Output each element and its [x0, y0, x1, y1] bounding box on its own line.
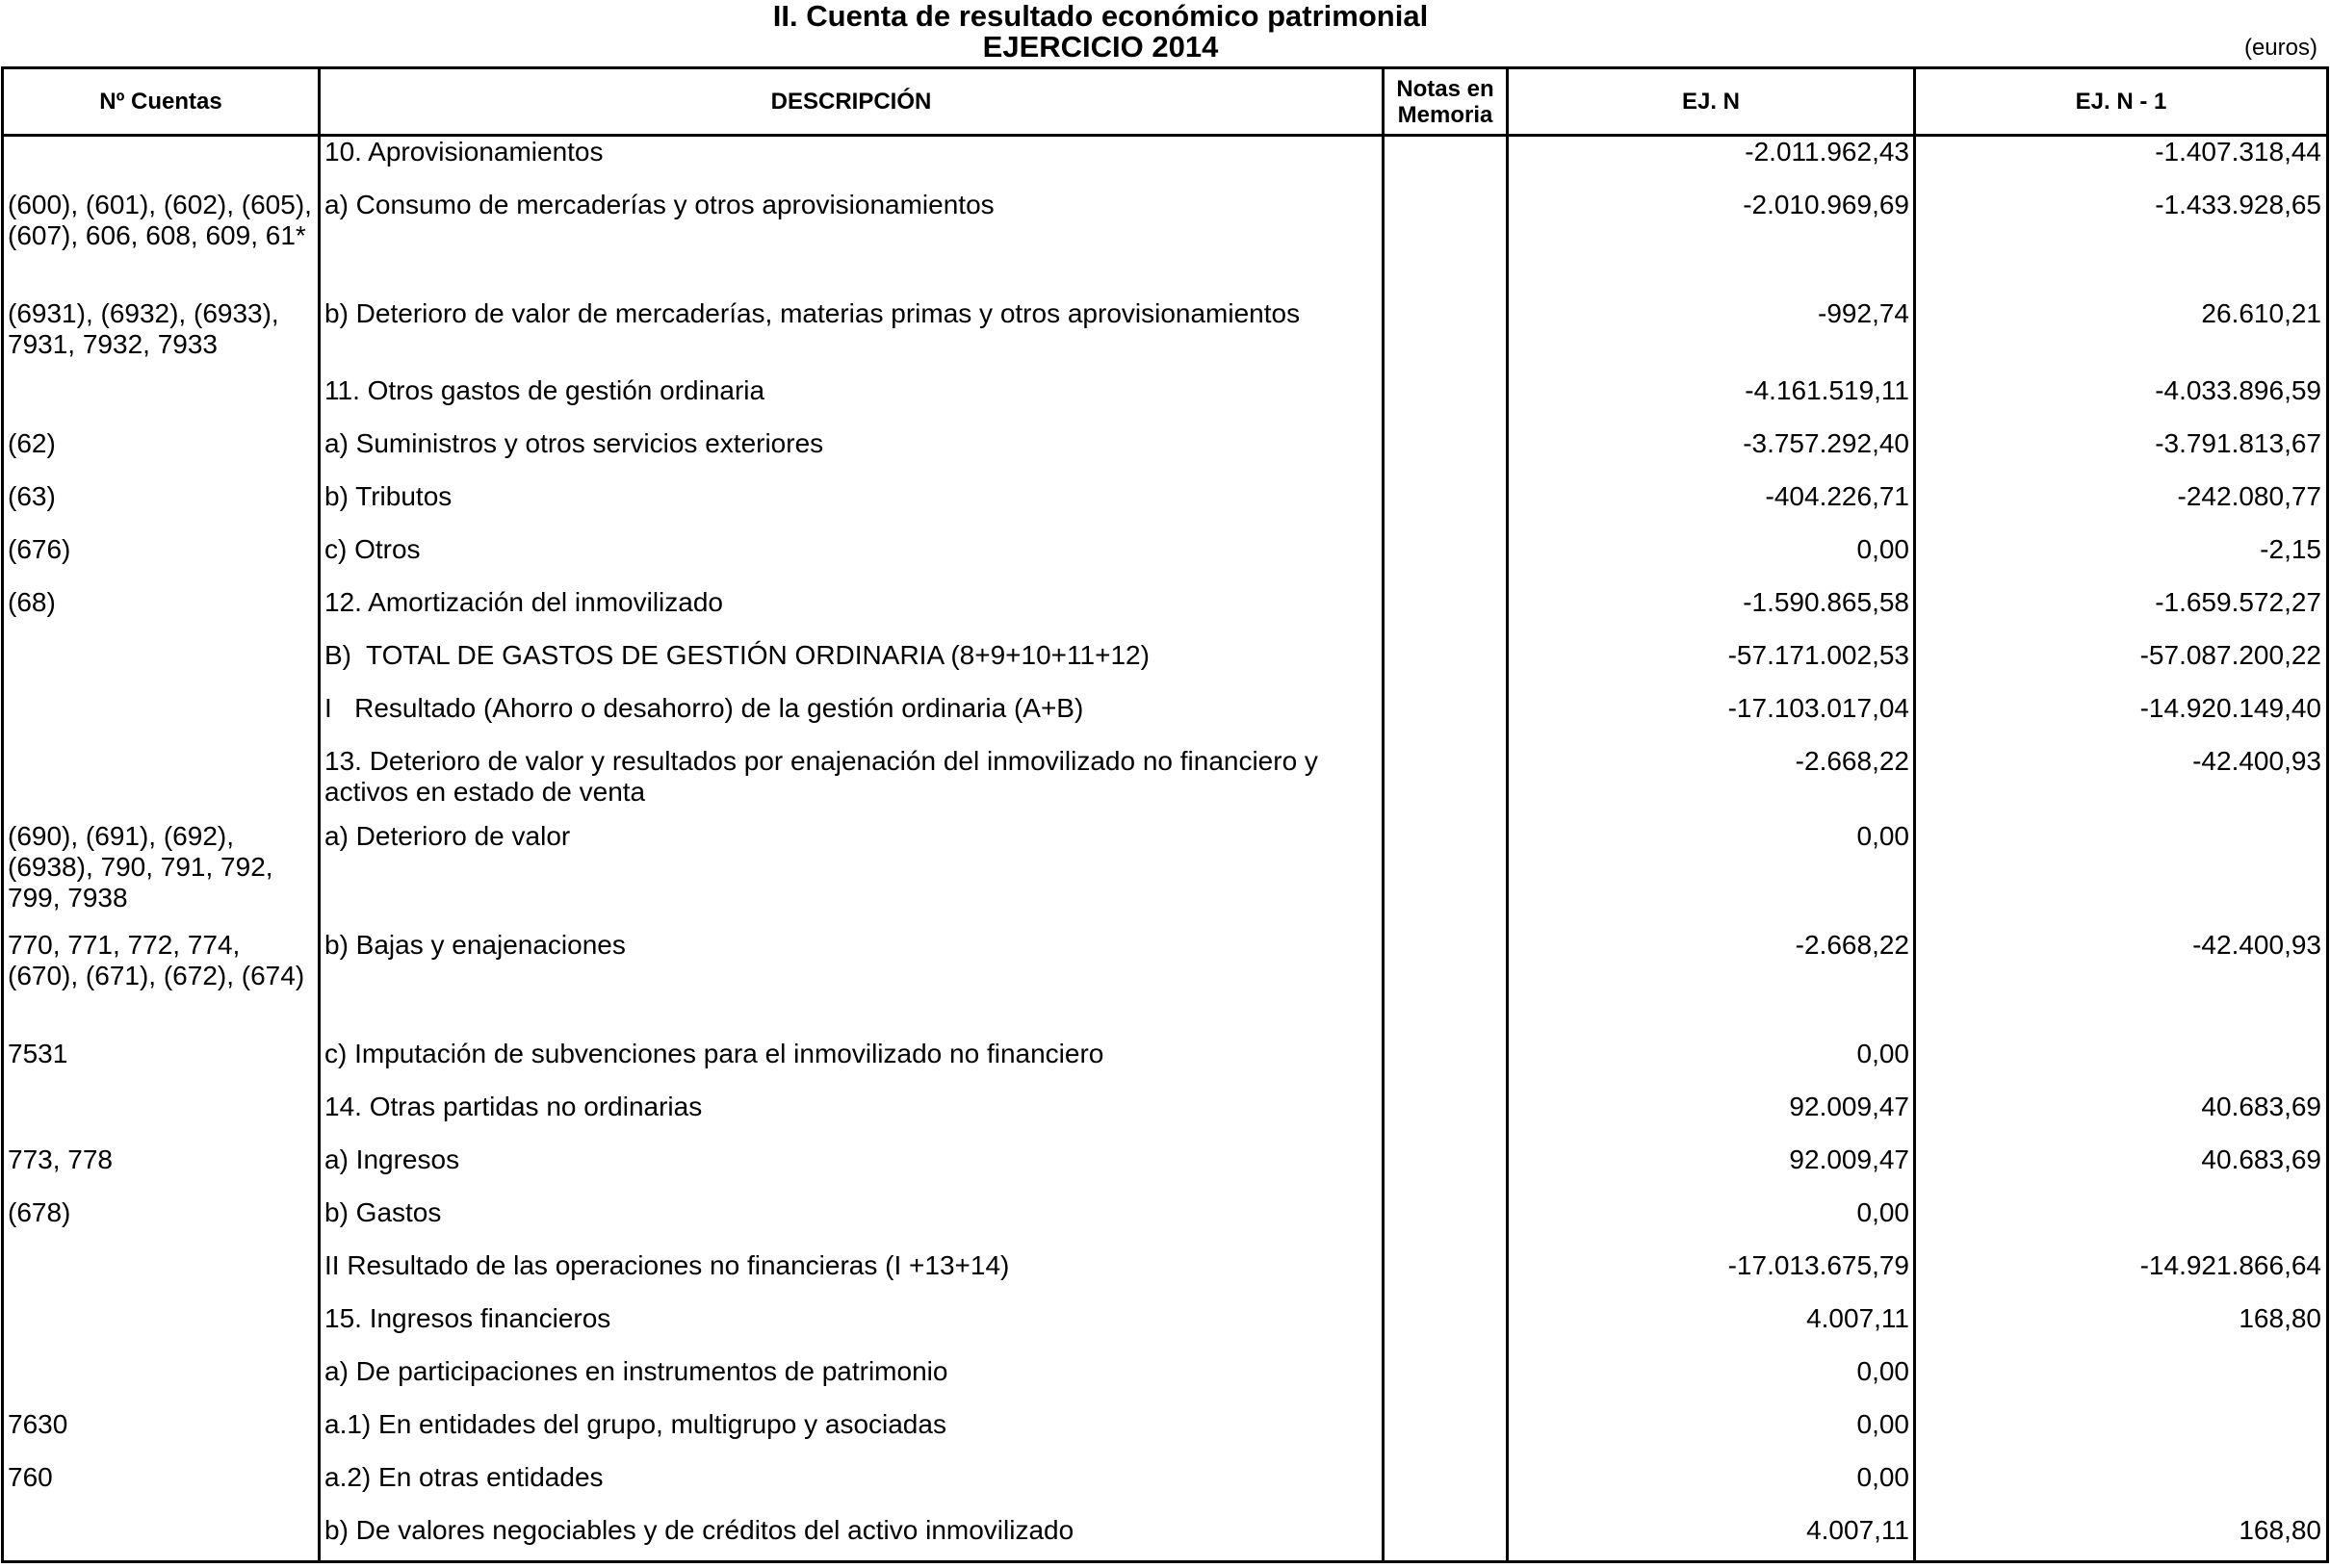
row-value-ejn: 4.007,11: [1806, 1515, 1909, 1545]
row-description: a) Suministros y otros servicios exteriores: [324, 428, 824, 458]
row-account-codes: 7531: [8, 1039, 68, 1068]
table-body: [0, 137, 2330, 1568]
row-description: c) Imputación de subvenciones para el inmovilizado no financiero: [324, 1039, 1104, 1068]
row-value-ejn: -3.757.292,40: [1743, 428, 1909, 458]
table-row: [0, 746, 2330, 821]
row-description: II Resultado de las operaciones no financieras (I +13+14): [324, 1250, 1010, 1280]
row-description: 10. Aprovisionamientos: [324, 137, 604, 167]
table-row: [0, 534, 2330, 587]
row-value-ejn: -2.011.962,43: [1745, 137, 1909, 167]
row-account-codes: 7630: [8, 1409, 68, 1439]
row-value-ejn1: -42.400,93: [2192, 746, 2321, 776]
row-value-ejn: 92.009,47: [1789, 1144, 1909, 1174]
row-value-ejn: 0,00: [1856, 534, 1909, 564]
row-value-ejn1: 40.683,69: [2201, 1144, 2321, 1174]
row-value-ejn1: -1.433.928,65: [2155, 190, 2321, 219]
row-value-ejn: 0,00: [1856, 1039, 1909, 1068]
table-row: [0, 1144, 2330, 1197]
row-value-ejn1: -2,15: [2260, 534, 2321, 564]
table-row: [0, 298, 2330, 375]
row-value-ejn: 0,00: [1856, 1197, 1909, 1227]
row-value-ejn1: 168,80: [2239, 1303, 2321, 1333]
header-ejn1: EJ. N - 1: [2075, 89, 2167, 115]
table-row: [0, 481, 2330, 534]
table-row: [0, 190, 2330, 298]
row-description: b) Gastos: [324, 1197, 442, 1227]
row-value-ejn: -2.010.969,69: [1743, 190, 1909, 219]
row-value-ejn: -57.171.002,53: [1727, 640, 1909, 670]
row-description: b) Deterioro de valor de mercaderías, materias primas y otros aprovisionamientos: [324, 298, 1301, 328]
row-value-ejn1: -42.400,93: [2192, 930, 2321, 960]
row-account-codes: 770, 771, 772, 774, (670), (671), (672), (674): [8, 930, 305, 990]
row-account-codes: (6931), (6932), (6933), 7931, 7932, 7933: [8, 298, 279, 359]
row-value-ejn1: -57.087.200,22: [2139, 640, 2321, 670]
row-value-ejn: -1.590.865,58: [1743, 587, 1909, 617]
row-value-ejn: 0,00: [1856, 1356, 1909, 1386]
row-value-ejn: 0,00: [1856, 821, 1909, 851]
row-value-ejn1: 40.683,69: [2201, 1092, 2321, 1121]
row-description: 12. Amortización del inmovilizado: [324, 587, 723, 617]
table-row: [0, 1197, 2330, 1250]
table-row: [0, 1356, 2330, 1409]
row-value-ejn: -4.161.519,11: [1745, 375, 1909, 405]
row-description: a) Ingresos: [324, 1144, 460, 1174]
row-account-codes: 760: [8, 1462, 53, 1492]
row-description: a) De participaciones en instrumentos de patrimonio: [324, 1356, 948, 1386]
table-row: [0, 375, 2330, 428]
header-descripcion: DESCRIPCIÓN: [770, 89, 932, 115]
table-row: [0, 1303, 2330, 1356]
row-account-codes: (63): [8, 481, 56, 511]
row-value-ejn1: -14.920.149,40: [2139, 693, 2321, 723]
row-description: c) Otros: [324, 534, 421, 564]
row-description: b) Tributos: [324, 481, 453, 511]
row-value-ejn1: -242.080,77: [2177, 481, 2321, 511]
table-row: [0, 1250, 2330, 1303]
header-notas: Notas en Memoria: [1396, 75, 1494, 128]
row-value-ejn: 0,00: [1856, 1462, 1909, 1492]
row-account-codes: 773, 778: [8, 1144, 113, 1174]
row-value-ejn: 92.009,47: [1789, 1092, 1909, 1121]
row-value-ejn: -404.226,71: [1765, 481, 1909, 511]
table-row: [0, 821, 2330, 930]
row-description: b) De valores negociables y de créditos del activo inmovilizado: [324, 1515, 1074, 1545]
row-value-ejn: -17.103.017,04: [1727, 693, 1909, 723]
table-row: [0, 137, 2330, 190]
row-value-ejn: -992,74: [1818, 298, 1909, 328]
row-description: a) Deterioro de valor: [324, 821, 571, 851]
row-description: 14. Otras partidas no ordinarias: [324, 1092, 703, 1121]
table-row: [0, 640, 2330, 693]
row-value-ejn: 4.007,11: [1806, 1303, 1909, 1333]
table-row: [0, 587, 2330, 640]
row-value-ejn: 0,00: [1856, 1409, 1909, 1439]
table-row: [0, 1462, 2330, 1515]
row-value-ejn1: -1.659.572,27: [2155, 587, 2321, 617]
row-value-ejn1: -1.407.318,44: [2155, 137, 2321, 167]
row-account-codes: (62): [8, 428, 56, 458]
table-row: [0, 693, 2330, 746]
table-row: [0, 428, 2330, 481]
header-cuentas: Nº Cuentas: [99, 89, 222, 115]
row-description: 11. Otros gastos de gestión ordinaria: [324, 375, 765, 405]
table-row: [0, 1039, 2330, 1092]
row-account-codes: (690), (691), (692), (6938), 790, 791, 792, 799, 7938: [8, 821, 273, 913]
table-row: [0, 930, 2330, 1039]
row-description: a.2) En otras entidades: [324, 1462, 604, 1492]
report-subtitle: EJERCICIO 2014: [982, 30, 1219, 64]
row-description: 15. Ingresos financieros: [324, 1303, 611, 1333]
row-value-ejn1: 168,80: [2239, 1515, 2321, 1545]
row-description: a) Consumo de mercaderías y otros aprovisionamientos: [324, 190, 995, 219]
currency-units: (euros): [2243, 35, 2317, 61]
header-ejn: EJ. N: [1681, 89, 1741, 115]
row-account-codes: (678): [8, 1197, 71, 1227]
row-value-ejn: -2.668,22: [1795, 930, 1909, 960]
row-description: a.1) En entidades del grupo, multigrupo y asociadas: [324, 1409, 946, 1439]
row-value-ejn1: -3.791.813,67: [2155, 428, 2321, 458]
row-value-ejn: -2.668,22: [1795, 746, 1909, 776]
row-description: I Resultado (Ahorro o desahorro) de la gestión ordinaria (A+B): [324, 693, 1084, 723]
row-account-codes: (676): [8, 534, 71, 564]
row-description: 13. Deterioro de valor y resultados por enajenación del inmovilizado no financiero y activos en estado de venta: [324, 746, 1326, 807]
row-account-codes: (600), (601), (602), (605), (607), 606, 608, 609, 61*: [8, 190, 312, 250]
report-title: II. Cuenta de resultado económico patrimonial: [772, 0, 1429, 33]
row-value-ejn1: -14.921.866,64: [2139, 1250, 2321, 1280]
table-row: [0, 1409, 2330, 1462]
row-value-ejn1: 26.610,21: [2201, 298, 2321, 328]
table-row: [0, 1515, 2330, 1568]
row-description: B) TOTAL DE GASTOS DE GESTIÓN ORDINARIA (8+9+10+11+12): [324, 640, 1150, 670]
row-account-codes: (68): [8, 587, 56, 617]
row-value-ejn1: -4.033.896,59: [2155, 375, 2321, 405]
row-description: b) Bajas y enajenaciones: [324, 930, 626, 960]
row-value-ejn: -17.013.675,79: [1727, 1250, 1909, 1280]
table-row: [0, 1092, 2330, 1144]
